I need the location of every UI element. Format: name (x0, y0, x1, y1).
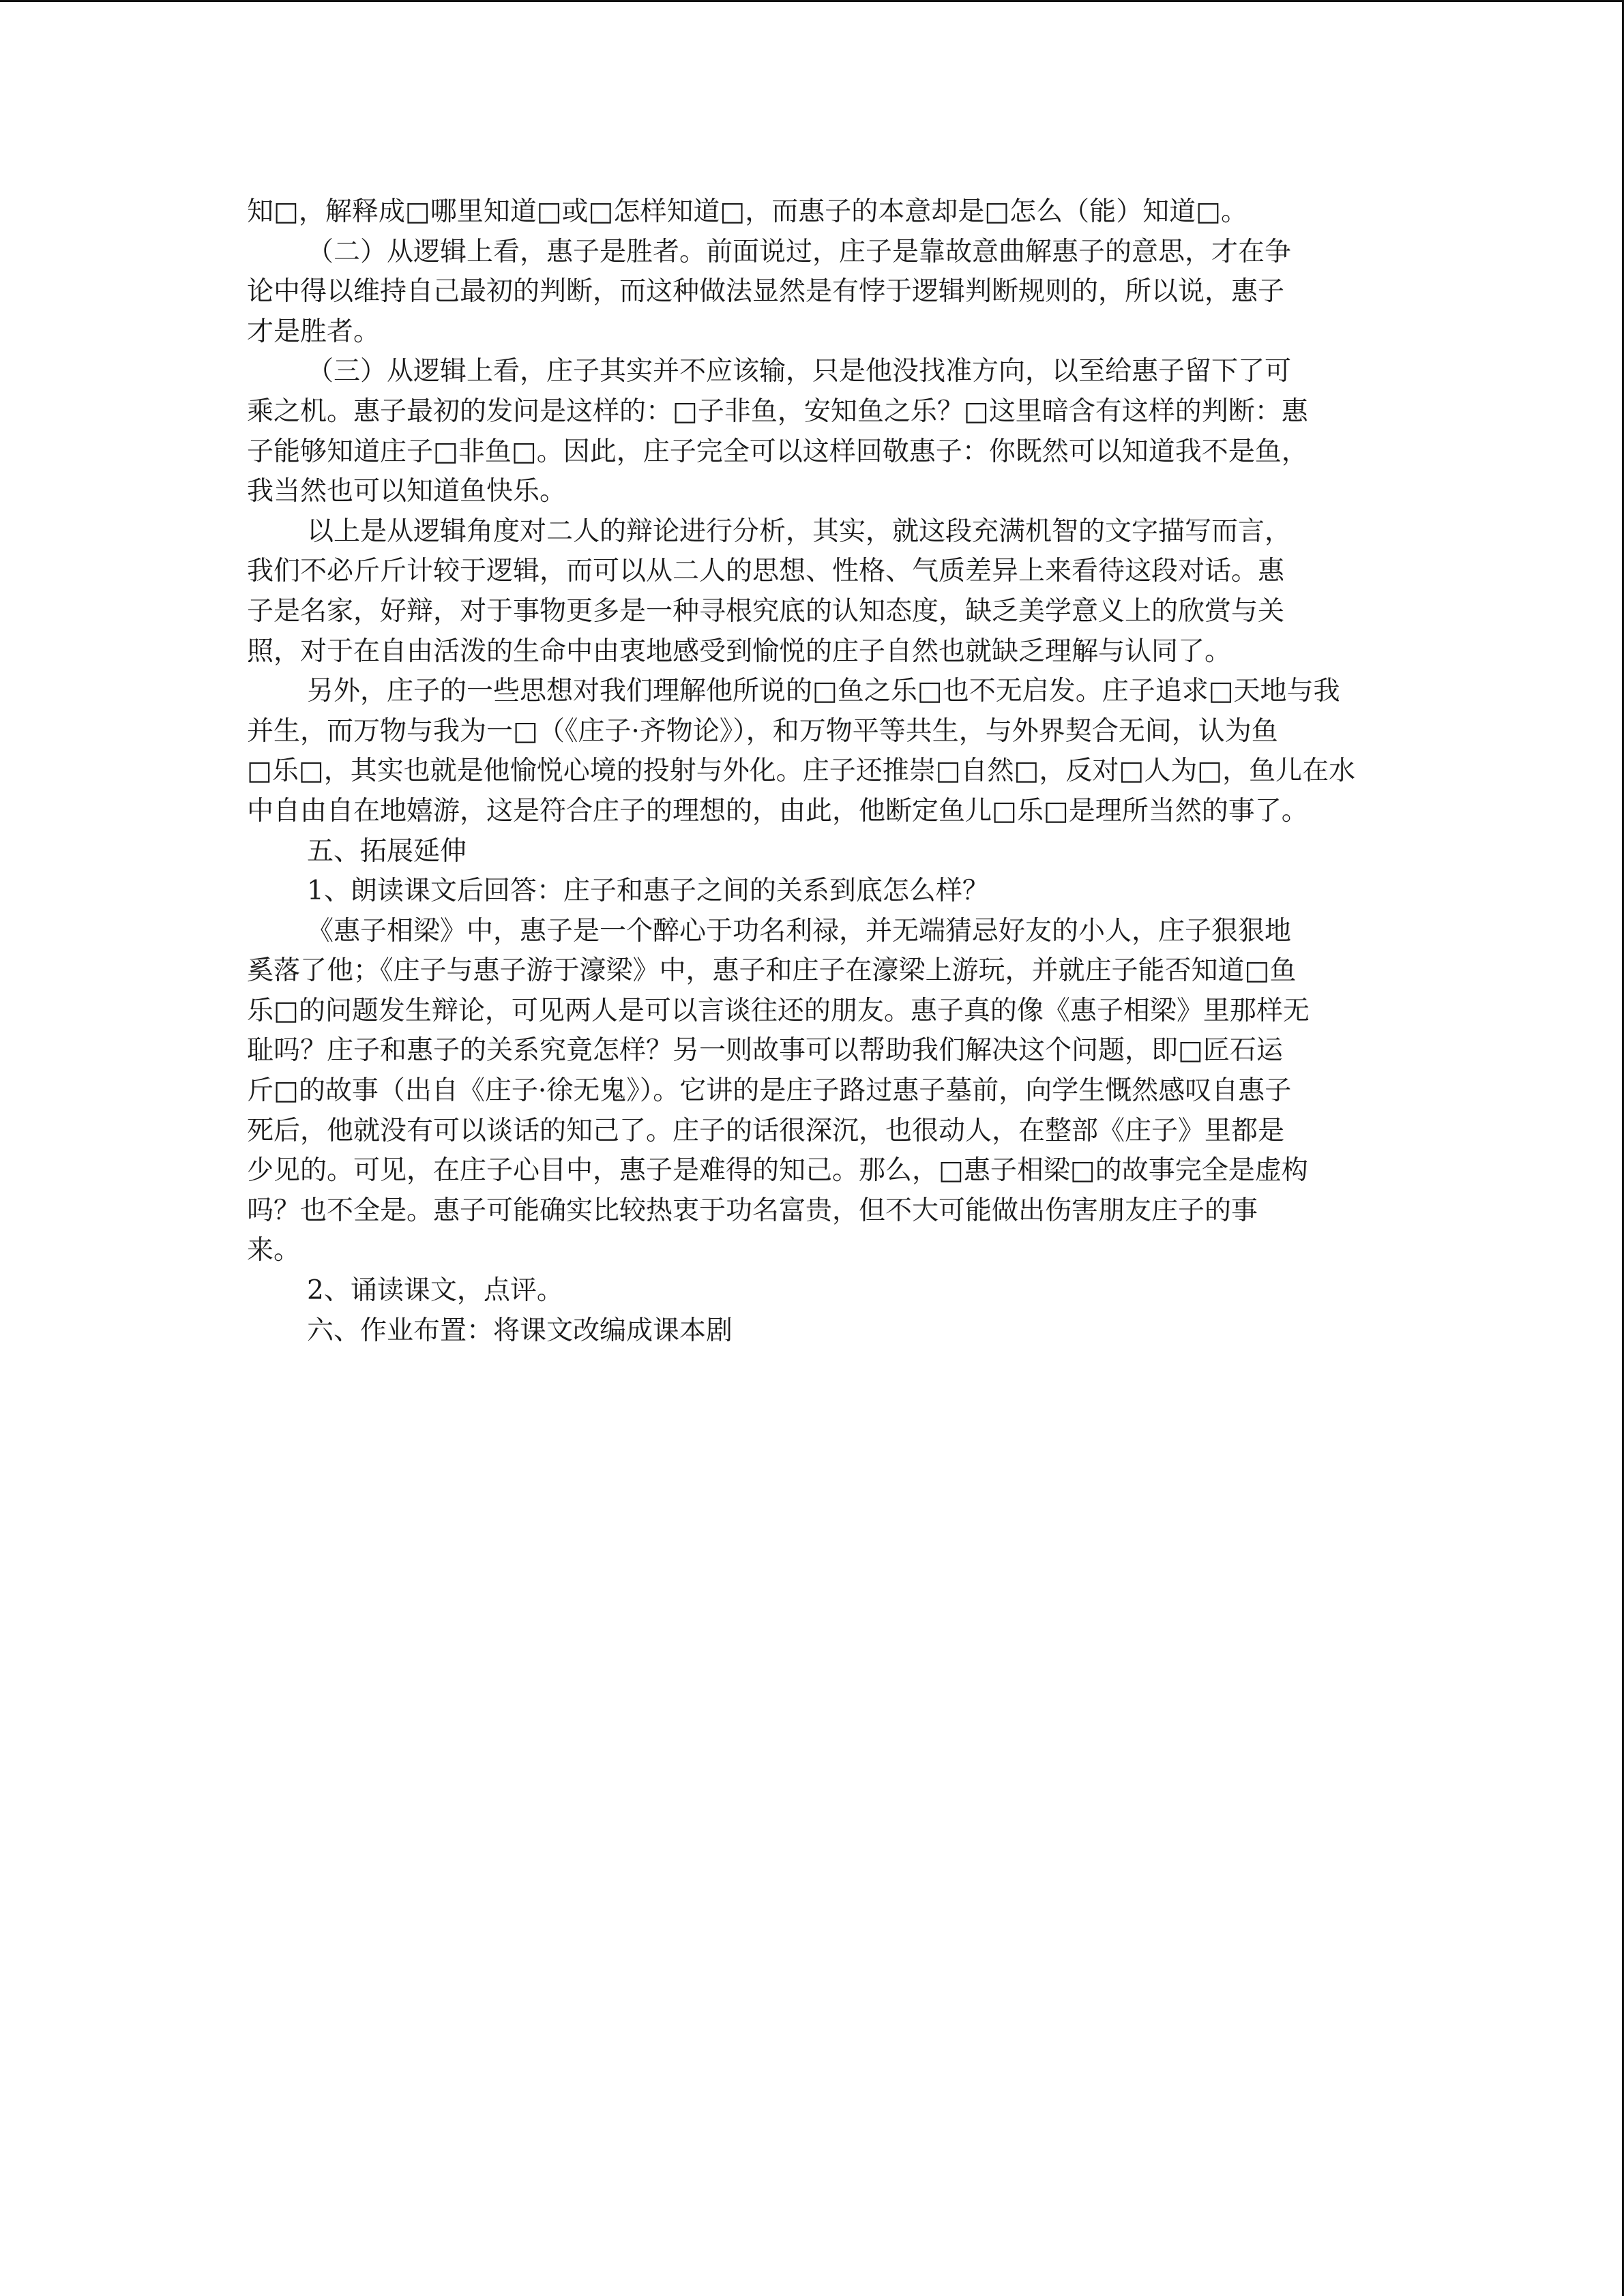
text-line: 吗？也不全是。惠子可能确实比较热衷于功名富贵，但不大可能做出伤害朋友庄子的事 (247, 1195, 1258, 1226)
text-line: 奚落了他；《庄子与惠子游于濠梁》中，惠子和庄子在濠梁上游玩，并就庄子能否知道□鱼 (247, 955, 1297, 987)
text-line: 耻吗？庄子和惠子的关系究竟怎样？另一则故事可以帮助我们解决这个问题，即□匠石运 (247, 1035, 1283, 1067)
text-line: □乐□，其实也就是他愉悦心境的投射与外化。庄子还推崇□自然□，反对□人为□，鱼儿在水 (247, 756, 1356, 787)
text-line: 少见的。可见，在庄子心目中，惠子是难得的知己。那么，□惠子相梁□的故事完全是虚构 (247, 1155, 1308, 1187)
text-line: 子能够知道庄子□非鱼□。因此，庄子完全可以这样回敬惠子：你既然可以知道我不是鱼， (247, 436, 1308, 467)
text-line: 才是胜者。 (247, 316, 381, 347)
text-line: 中自由自在地嬉游，这是符合庄子的理想的，由此，他断定鱼儿□乐□是理所当然的事了。 (247, 795, 1308, 826)
text-line: （二）从逻辑上看，惠子是胜者。前面说过，庄子是靠故意曲解惠子的意思，才在争 (307, 236, 1292, 267)
text-line: 知□，解释成□哪里知道□或□怎样知道□，而惠子的本意却是□怎么（能）知道□。 (247, 196, 1247, 227)
text-line: 斤□的故事（出自《庄子·徐无鬼》）。它讲的是庄子路过惠子墓前，向学生慨然感叹自惠子 (247, 1075, 1292, 1107)
page-top-border (0, 0, 1624, 2)
text-line: 乘之机。惠子最初的发问是这样的：□子非鱼，安知鱼之乐？□这里暗含有这样的判断：惠 (247, 396, 1308, 427)
text-line: 我们不必斤斤计较于逻辑，而可以从二人的思想、性格、气质差异上来看待这段对话。惠 (247, 556, 1285, 587)
text-line: 六、作业布置：将课文改编成课本剧 (307, 1315, 733, 1346)
text-line: 《惠子相梁》中，惠子是一个醉心于功名利禄，并无端猜忌好友的小人，庄子狠狠地 (307, 915, 1292, 946)
text-line: 1、朗读课文后回答：庄子和惠子之间的关系到底怎么样？ (307, 876, 989, 907)
text-line: 我当然也可以知道鱼快乐。 (247, 476, 567, 507)
text-line: 以上是从逻辑角度对二人的辩论进行分析，其实，就这段充满机智的文字描写而言， (307, 516, 1292, 547)
text-line: 照，对于在自由活泼的生命中由衷地感受到愉悦的庄子自然也就缺乏理解与认同了。 (247, 636, 1232, 667)
text-line: 来。 (247, 1235, 301, 1266)
document-body (247, 192, 1379, 1351)
text-line: 2、诵读课文，点评。 (307, 1275, 563, 1307)
text-line: 死后，他就没有可以谈话的知己了。庄子的话很深沉，也很动人，在整部《庄子》里都是 (247, 1115, 1285, 1146)
text-line: 子是名家，好辩，对于事物更多是一种寻根究底的认知态度，缺乏美学意义上的欣赏与关 (247, 595, 1285, 627)
text-line: 并生，而万物与我为一□（《庄子·齐物论》），和万物平等共生，与外界契合无间，认为鱼 (247, 715, 1278, 747)
text-line: 另外，庄子的一些思想对我们理解他所说的□鱼之乐□也不无启发。庄子追求□天地与我 (307, 676, 1340, 707)
text-line: 五、拓展延伸 (307, 835, 467, 867)
text-line: （三）从逻辑上看，庄子其实并不应该输，只是他没找准方向，以至给惠子留下了可 (307, 356, 1292, 387)
text-line: 论中得以维持自己最初的判断，而这种做法显然是有悖于逻辑判断规则的，所以说，惠子 (247, 276, 1285, 308)
text-line: 乐□的问题发生辩论，可见两人是可以言谈往还的朋友。惠子真的像《惠子相梁》里那样无 (247, 995, 1310, 1026)
